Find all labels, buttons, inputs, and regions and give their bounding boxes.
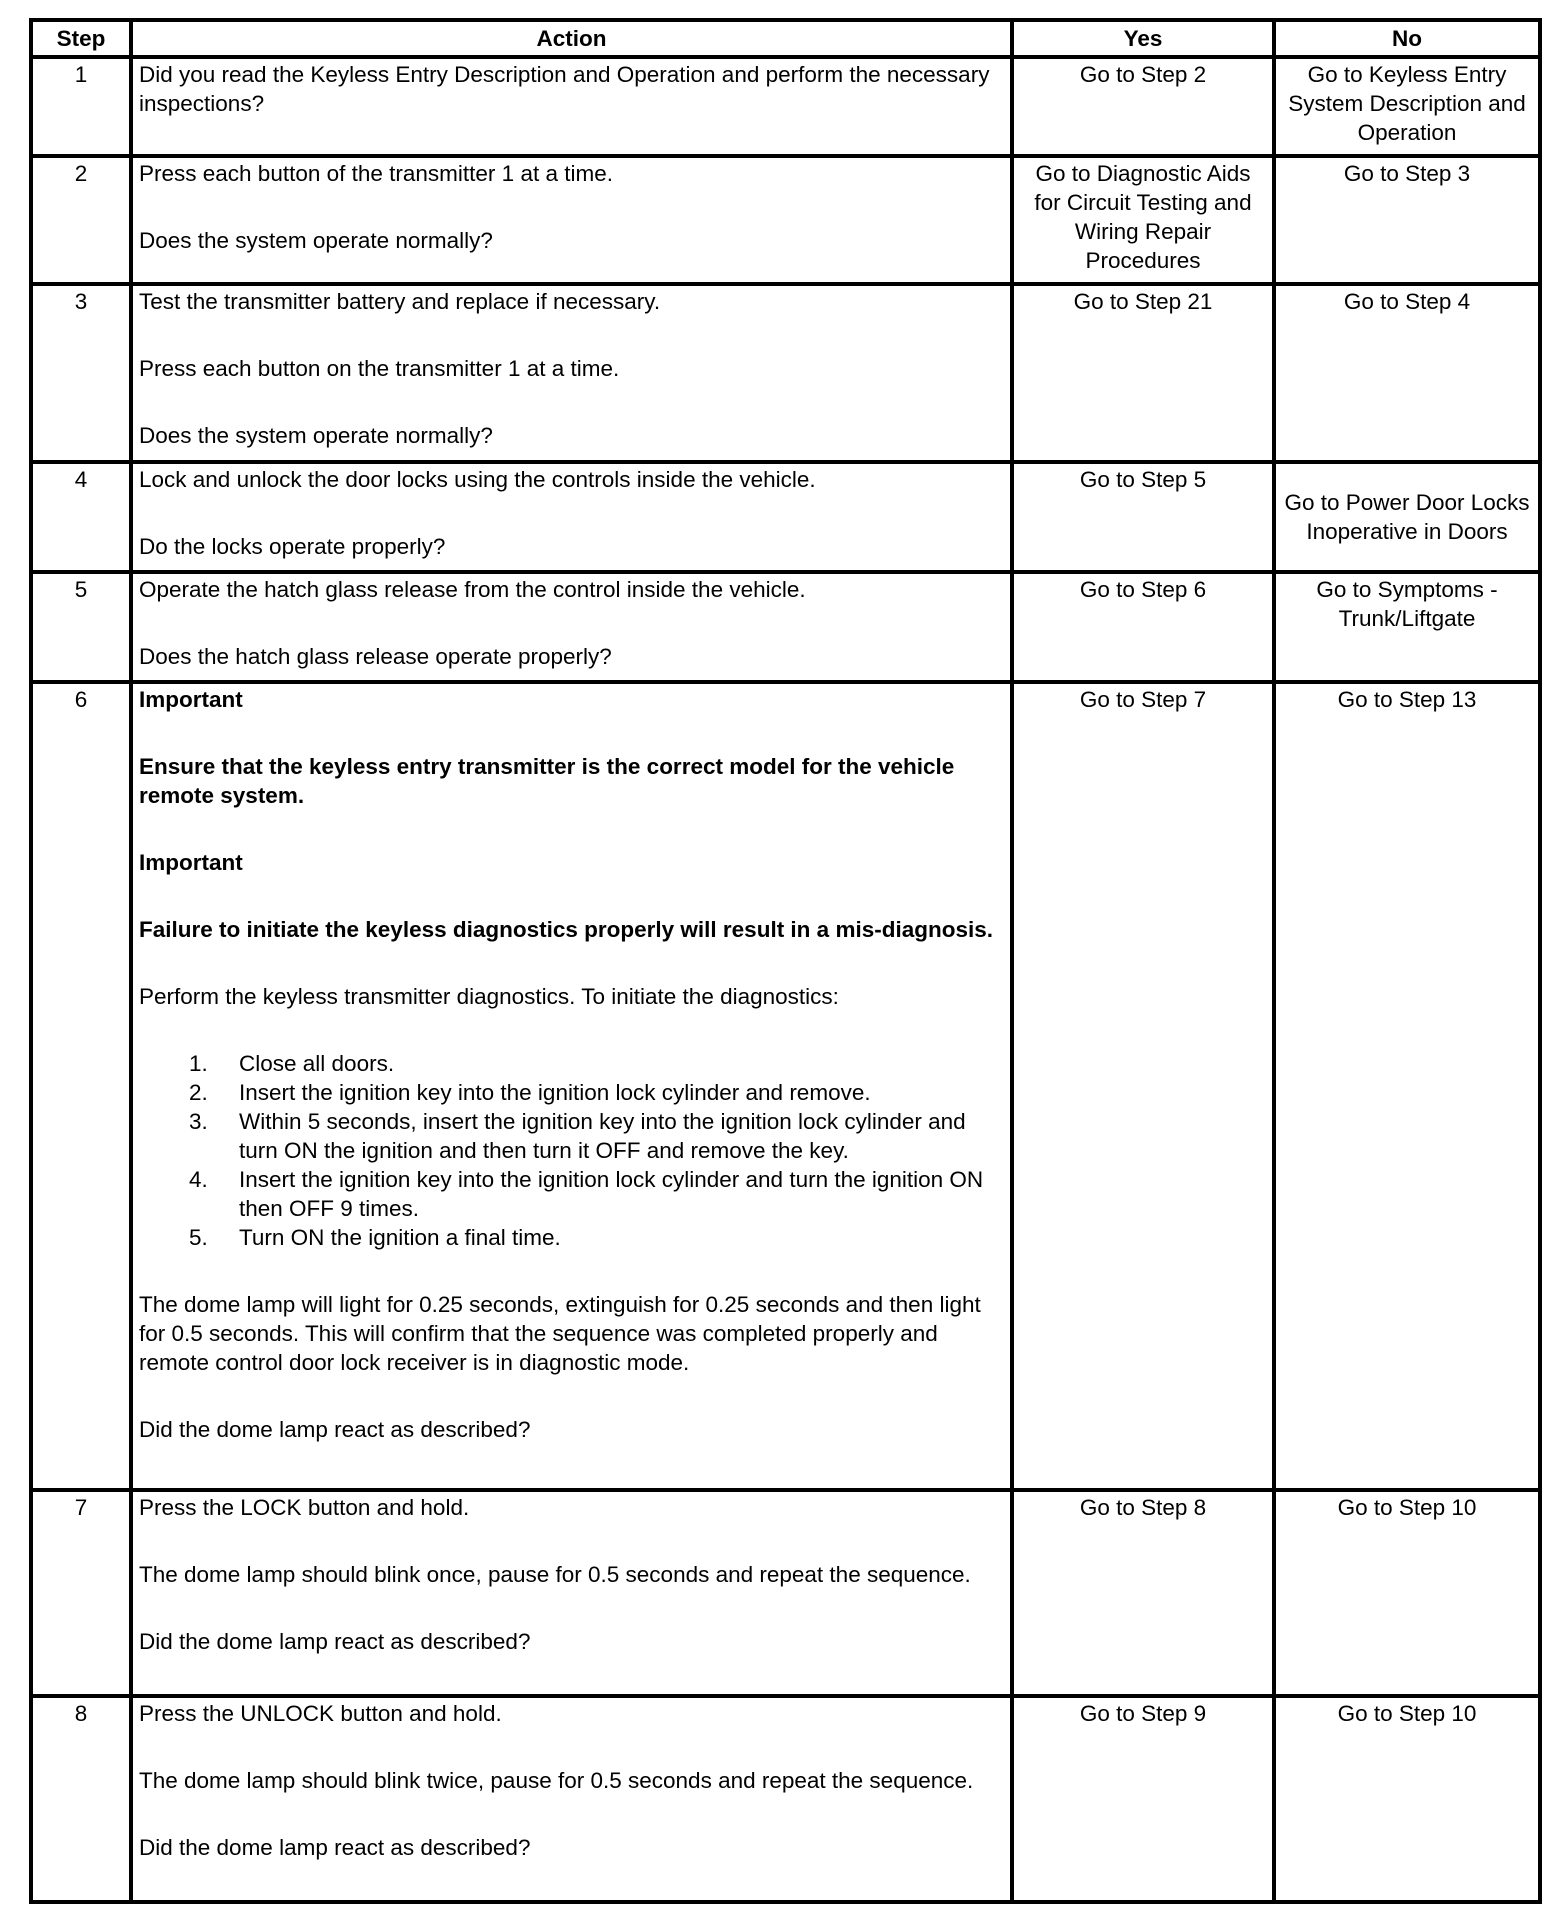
action-text: Test the transmitter battery and replace if necessary. — [139, 289, 661, 314]
yes-cell: Go to Step 2 — [1012, 57, 1274, 156]
action-text: Press the UNLOCK button and hold. — [139, 1701, 502, 1726]
list-item-number: 4. — [189, 1167, 208, 1192]
step-number: 7 — [31, 1490, 131, 1696]
list-item-number: 2. — [189, 1080, 208, 1105]
diagnostic-table — [29, 18, 1542, 1904]
list-item-number: 3. — [189, 1109, 208, 1134]
action-text: Lock and unlock the door locks using the controls inside the vehicle. — [139, 467, 816, 492]
step-number: 2 — [31, 156, 131, 284]
important-text: Ensure that the keyless entry transmitter is the correct model for the vehicle remote system. — [139, 754, 955, 808]
action-question: Do the locks operate properly? — [139, 534, 446, 559]
procedure-list — [139, 1049, 1004, 1252]
yes-cell: Go to Step 21 — [1012, 284, 1274, 462]
action-text: Press each button of the transmitter 1 at a time. — [139, 161, 613, 186]
step-number: 6 — [31, 682, 131, 1490]
yes-cell: Go to Step 6 — [1012, 572, 1274, 682]
procedure-intro: Perform the keyless transmitter diagnostics. To initiate the diagnostics: — [139, 984, 839, 1009]
important-label: Important — [139, 850, 243, 875]
column-header-step: Step — [31, 20, 131, 57]
action-cell — [131, 1696, 1012, 1902]
action-text: Operate the hatch glass release from the control inside the vehicle. — [139, 577, 806, 602]
list-item — [189, 1165, 1004, 1223]
no-cell: Go to Symptoms - Trunk/Liftgate — [1274, 572, 1540, 682]
header-row — [31, 20, 1540, 57]
yes-cell: Go to Step 7 — [1012, 682, 1274, 1490]
no-cell: Go to Step 10 — [1274, 1490, 1540, 1696]
list-item-number: 5. — [189, 1225, 208, 1250]
action-question: Did the dome lamp react as described? — [139, 1417, 531, 1442]
action-cell — [131, 57, 1012, 156]
no-cell: Go to Step 3 — [1274, 156, 1540, 284]
important-label: Important — [139, 687, 243, 712]
action-cell — [131, 1490, 1012, 1696]
table-row-step-6 — [31, 682, 1540, 1490]
action-cell — [131, 572, 1012, 682]
step-number: 1 — [31, 57, 131, 156]
action-text: Did you read the Keyless Entry Description and Operation and perform the necessary inspections? — [139, 62, 990, 116]
no-cell: Go to Step 13 — [1274, 682, 1540, 1490]
list-item-number: 1. — [189, 1051, 208, 1076]
column-header-action: Action — [131, 20, 1012, 57]
list-item — [189, 1223, 1004, 1252]
list-item — [189, 1107, 1004, 1165]
action-cell — [131, 682, 1012, 1490]
table-row-step-3 — [31, 284, 1540, 462]
yes-cell: Go to Step 8 — [1012, 1490, 1274, 1696]
list-item-text: Close all doors. — [239, 1051, 395, 1076]
no-cell: Go to Power Door Locks Inoperative in Doors — [1274, 462, 1540, 572]
column-header-yes: Yes — [1012, 20, 1274, 57]
list-item-text: Insert the ignition key into the ignition lock cylinder and remove. — [239, 1080, 871, 1105]
table-row-step-2 — [31, 156, 1540, 284]
action-question: Does the system operate normally? — [139, 423, 493, 448]
no-cell: Go to Step 10 — [1274, 1696, 1540, 1902]
list-item-text: Insert the ignition key into the ignition lock cylinder and turn the ignition ON then OFF 9 times. — [239, 1167, 984, 1221]
action-question: Does the hatch glass release operate properly? — [139, 644, 612, 669]
step-number: 5 — [31, 572, 131, 682]
table-row-step-7 — [31, 1490, 1540, 1696]
no-cell: Go to Step 4 — [1274, 284, 1540, 462]
list-item-text: Within 5 seconds, insert the ignition key into the ignition lock cylinder and turn ON the ignition and then turn it OFF and remove the key. — [239, 1109, 966, 1163]
yes-cell: Go to Diagnostic Aids for Circuit Testing and Wiring Repair Procedures — [1012, 156, 1274, 284]
action-text: The dome lamp should blink twice, pause for 0.5 seconds and repeat the sequence. — [139, 1768, 974, 1793]
list-item — [189, 1049, 1004, 1078]
result-note: The dome lamp will light for 0.25 seconds, extinguish for 0.25 seconds and then light for 0.5 seconds. This will confirm that the sequence was completed properly and remote control door lock receiver is in diagnostic mode. — [139, 1292, 981, 1375]
step-number: 3 — [31, 284, 131, 462]
action-text: Press each button on the transmitter 1 at a time. — [139, 356, 620, 381]
table-row-step-5 — [31, 572, 1540, 682]
action-question: Did the dome lamp react as described? — [139, 1629, 531, 1654]
action-cell — [131, 284, 1012, 462]
table-row-step-8 — [31, 1696, 1540, 1902]
no-cell: Go to Keyless Entry System Description and Operation — [1274, 57, 1540, 156]
column-header-no: No — [1274, 20, 1540, 57]
action-question: Does the system operate normally? — [139, 228, 493, 253]
table-row-step-4 — [31, 462, 1540, 572]
action-cell — [131, 156, 1012, 284]
table-row-step-1 — [31, 57, 1540, 156]
action-cell — [131, 462, 1012, 572]
step-number: 4 — [31, 462, 131, 572]
action-question: Did the dome lamp react as described? — [139, 1835, 531, 1860]
step-number: 8 — [31, 1696, 131, 1902]
list-item-text: Turn ON the ignition a final time. — [239, 1225, 561, 1250]
list-item — [189, 1078, 1004, 1107]
yes-cell: Go to Step 9 — [1012, 1696, 1274, 1902]
action-text: Press the LOCK button and hold. — [139, 1495, 470, 1520]
action-text: The dome lamp should blink once, pause for 0.5 seconds and repeat the sequence. — [139, 1562, 971, 1587]
important-text: Failure to initiate the keyless diagnostics properly will result in a mis-diagnosis. — [139, 917, 993, 942]
yes-cell: Go to Step 5 — [1012, 462, 1274, 572]
